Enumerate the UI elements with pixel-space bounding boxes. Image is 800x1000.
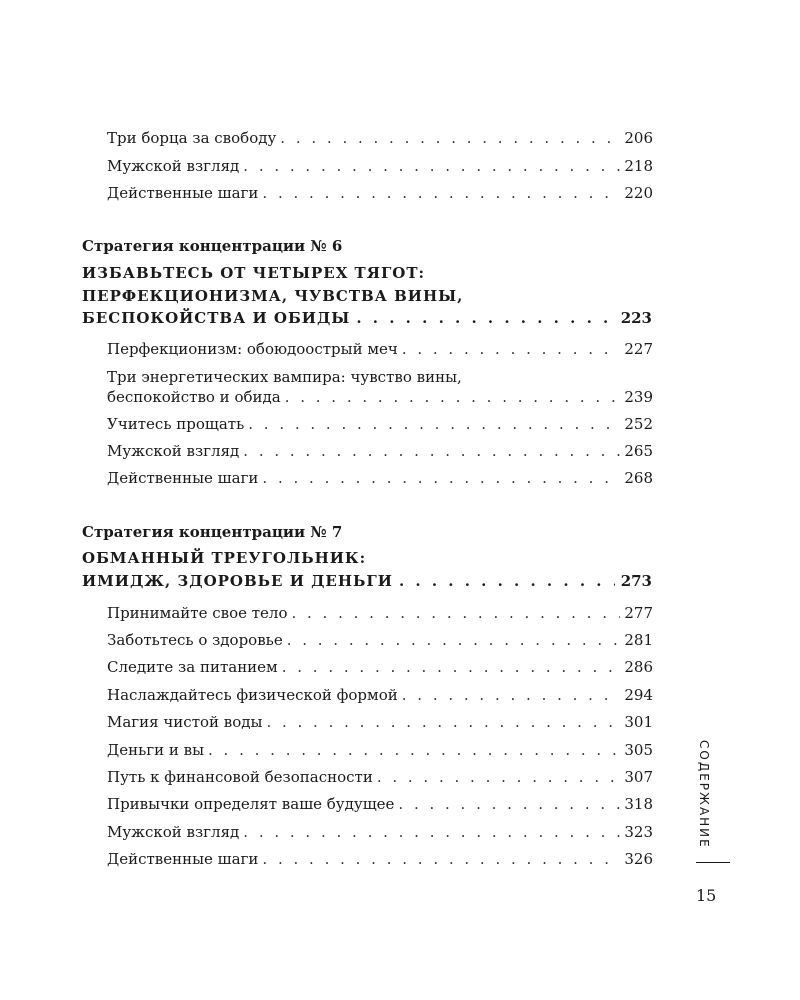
toc-entry-page: 227 [624,340,653,358]
dot-leader [402,340,621,358]
toc-entry-page: 265 [624,442,653,460]
toc-entry-title-line: Три энергетических вампира: чувство вины, [107,368,462,386]
section-label: Стратегия концентрации № 6 [82,237,343,255]
dot-leader [285,388,621,406]
chapter-page: 223 [620,309,652,327]
toc-entry-page: 305 [624,741,653,759]
dot-leader [399,572,615,590]
dot-leader [377,768,621,786]
toc-entry-page: 252 [624,415,653,433]
toc-entry [107,340,653,358]
dot-leader [262,850,620,868]
dot-leader [282,658,621,676]
toc-entry-title: Деньги и вы [107,741,205,759]
dot-leader [248,415,620,433]
dot-leader [398,795,620,813]
running-head: СОДЕРЖАНИЕ [697,740,711,849]
toc-entry-page: 286 [624,658,653,676]
dot-leader [266,713,620,731]
toc-entry-page: 323 [624,823,653,841]
chapter-title-line: ПЕРФЕКЦИОНИЗМА, ЧУВСТВА ВИНЫ, [82,287,464,305]
toc-entry-page: 326 [624,850,653,868]
page-number: 15 [696,886,717,905]
toc-entry [107,157,653,175]
toc-entry-title: Наслаждайтесь физической формой [107,686,398,704]
toc-entry-title: Путь к финансовой безопасности [107,768,373,786]
dot-leader [287,631,621,649]
toc-entry-title: Принимайте свое тело [107,604,288,622]
toc-entry [107,713,653,731]
toc-entry-title: Мужской взгляд [107,157,240,175]
toc-entry-page: 318 [624,795,653,813]
toc-entry-page: 277 [624,604,653,622]
toc-entry-title: Мужской взгляд [107,442,240,460]
chapter-title-line: ОБМАННЫЙ ТРЕУГОЛЬНИК: [82,549,367,567]
dot-leader [262,469,620,487]
dot-leader [291,604,620,622]
toc-entry-title: Следите за питанием [107,658,278,676]
toc-entry [107,469,653,487]
chapter-title: БЕСПОКОЙСТВА И ОБИДЫ [82,309,351,327]
dot-leader [262,184,620,202]
toc-entry [107,415,653,433]
toc-entry [107,686,653,704]
chapter-page: 273 [620,572,652,590]
toc-entry-title: Три борца за свободу [107,129,277,147]
toc-entry-title: Магия чистой воды [107,713,263,731]
toc-entry-page: 220 [624,184,653,202]
dot-leader [356,309,614,327]
dot-leader [243,442,620,460]
toc-entry-title: Действенные шаги [107,850,259,868]
toc-entry-page: 268 [624,469,653,487]
section-label: Стратегия концентрации № 7 [82,523,343,541]
toc-entry [107,388,653,406]
toc-entry-page: 301 [624,713,653,731]
toc-entry [107,658,653,676]
toc-entry [107,850,653,868]
toc-entry [107,442,653,460]
toc-entry-title: Действенные шаги [107,184,259,202]
toc-entry-page: 281 [624,631,653,649]
toc-entry-page: 307 [624,768,653,786]
toc-entry [107,604,653,622]
toc-entry-title: Мужской взгляд [107,823,240,841]
toc-entry [107,184,653,202]
dot-leader [243,823,620,841]
running-head-rule [696,862,730,863]
toc-entry-title: Привычки определят ваше будущее [107,795,395,813]
toc-entry-title: Заботьтесь о здоровье [107,631,283,649]
toc-entry-title: Действенные шаги [107,469,259,487]
dot-leader [280,129,620,147]
dot-leader [208,741,620,759]
toc-entry-page: 239 [624,388,653,406]
toc-entry [107,795,653,813]
toc-entry [107,631,653,649]
toc-entry [107,823,653,841]
toc-entry-title: беспокойство и обида [107,388,281,406]
toc-entry [107,129,653,147]
toc-entry [107,741,653,759]
toc-entry-page: 294 [624,686,653,704]
toc-entry-page: 206 [624,129,653,147]
toc-entry-title: Учитесь прощать [107,415,245,433]
dot-leader [243,157,620,175]
chapter-title: ИМИДЖ, ЗДОРОВЬЕ И ДЕНЬГИ [82,572,393,590]
chapter-title-last-line [82,309,652,327]
chapter-title-last-line [82,572,652,590]
chapter-title-line: ИЗБАВЬТЕСЬ ОТ ЧЕТЫРЕХ ТЯГОТ: [82,264,426,282]
toc-entry [107,768,653,786]
toc-entry-page: 218 [624,157,653,175]
toc-entry-title: Перфекционизм: обоюдоострый меч [107,340,398,358]
dot-leader [402,686,621,704]
